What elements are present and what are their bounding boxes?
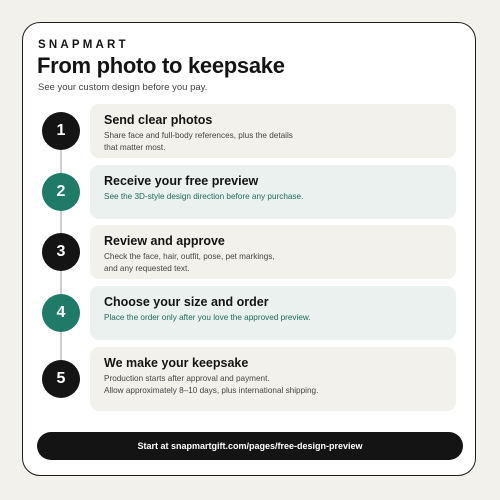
step-1-title: Send clear photos	[104, 113, 213, 127]
step-2-card	[90, 165, 456, 219]
step-1-number-badge: 1	[42, 112, 80, 150]
step-5-description-line-1: Production starts after approval and payment.	[104, 374, 270, 383]
step-3-card	[90, 225, 456, 279]
step-5-description-line-2: Allow approximately 8–10 days, plus international shipping.	[104, 386, 319, 395]
step-5-card	[90, 347, 456, 411]
step-2-title: Receive your free preview	[104, 174, 259, 188]
step-2-description: See the 3D-style design direction before any purchase.	[104, 192, 304, 201]
step-5-number-badge: 5	[42, 360, 80, 398]
step-4-card	[90, 286, 456, 340]
step-1-description-line-2: that matter most.	[104, 143, 166, 152]
page-subtitle: See your custom design before you pay.	[38, 82, 208, 93]
step-1-description-line-1: Share face and full-body references, plus the details	[104, 131, 293, 140]
step-3-description-line-2: and any requested text.	[104, 264, 190, 273]
step-4-number-badge: 4	[42, 294, 80, 332]
step-4-description: Place the order only after you love the approved preview.	[104, 313, 311, 322]
step-5-title: We make your keepsake	[104, 356, 249, 370]
start-preview-button[interactable]: Start at snapmartgift.com/pages/free-design-preview	[37, 432, 463, 460]
step-4-title: Choose your size and order	[104, 295, 269, 309]
step-1-card	[90, 104, 456, 158]
page-title: From photo to keepsake	[37, 53, 285, 78]
brand-logo: SNAPMART	[38, 39, 129, 51]
step-3-number-badge: 3	[42, 233, 80, 271]
step-2-number-badge: 2	[42, 173, 80, 211]
step-3-title: Review and approve	[104, 234, 225, 248]
step-3-description-line-1: Check the face, hair, outfit, pose, pet markings,	[104, 252, 275, 261]
